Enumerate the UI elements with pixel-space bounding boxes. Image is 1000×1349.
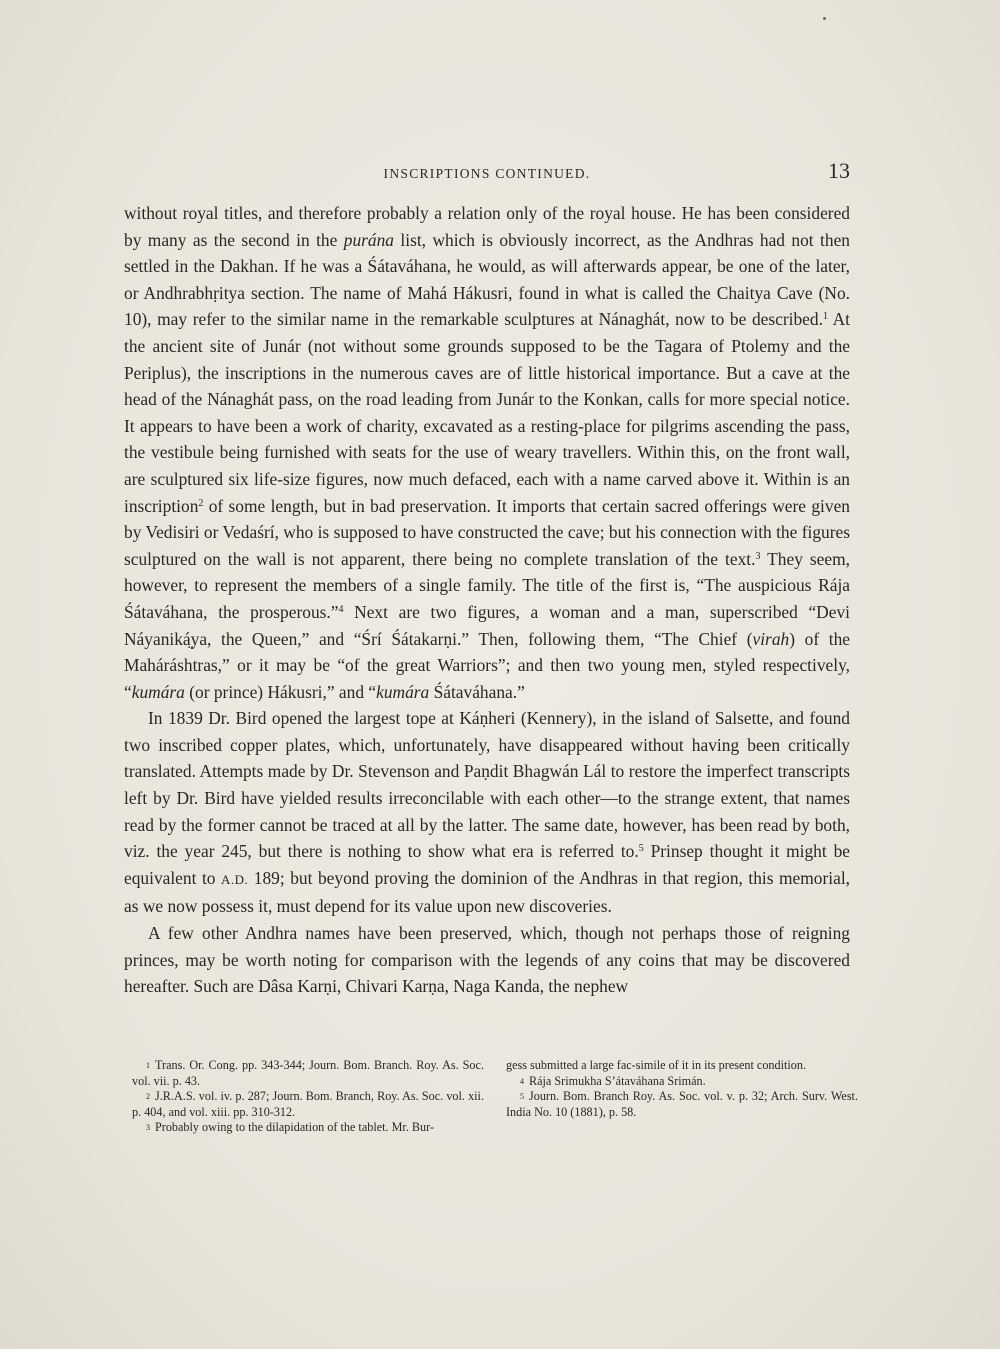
footnote-reference: 1	[822, 311, 828, 323]
body-text	[124, 200, 850, 1000]
footnote-number: 5	[520, 1092, 524, 1102]
footnotes-left-column	[132, 1058, 484, 1136]
paragraph	[124, 705, 850, 920]
footnote-number: 3	[146, 1123, 150, 1133]
text-run: Prinsep thought it might be equivalent to	[124, 841, 850, 888]
footnote-text: J.R.A.S. vol. iv. p. 287; Journ. Bom. Branch, Roy. As. Soc. vol. xii. p. 404, and vol. xiii. pp. 310-312.	[132, 1089, 484, 1119]
paragraph	[124, 200, 850, 705]
text-run: In 1839 Dr. Bird opened the largest tope at Káṇheri (Kennery), in the island of Salsette, and found two inscribed copper plates, which, unfortunately, have disappeared without having been critically translated. Attempts made by Dr. Stevenson and Paṇdit Bhagwán Lál to restore the imperfect transcripts left by Dr. Bird have yielded results irreconcilable with each other—to the strange extent, that names read by the former cannot be traced at all by the latter. The same date, however, has been read by both, viz. the year 245, but there is nothing to show what era is referred to.	[124, 708, 850, 862]
footnotes	[132, 1058, 858, 1136]
italic-term: kumára	[131, 681, 185, 702]
running-title: INSCRIPTIONS CONTINUED.	[383, 166, 591, 181]
text-run: They seem, however, to represent the members of a single family. The title of the first is, “The auspicious Rája Śátaváhana, the prosperous.”	[124, 548, 850, 622]
footnote-reference: 4	[338, 603, 344, 615]
footnotes-right-column	[506, 1058, 858, 1136]
footnote	[506, 1074, 858, 1090]
paper-speck	[823, 17, 826, 20]
text-run: 189; but beyond proving the dominion of the Andhras in that region, this memorial, as we now possess it, must depend for its value upon new discoveries.	[124, 867, 851, 917]
italic-term: virah	[752, 628, 790, 649]
italic-term: kumára	[376, 681, 430, 702]
text-run: (or prince) Hákusri,” and “	[184, 681, 377, 702]
footnote-number: 2	[146, 1092, 150, 1102]
text-run: ) of the Maháráshtras,” or it may be “of the great Warriors”; and then two young men, styled respectively, “	[124, 628, 850, 702]
footnote-text: Trans. Or. Cong. pp. 343-344; Journ. Bom. Branch. Roy. As. Soc. vol. vii. p. 43.	[132, 1058, 484, 1088]
footnote-text: gess submitted a large fac-simile of it in its present condition.	[506, 1058, 806, 1072]
footnote-reference: 5	[638, 843, 644, 855]
footnote-number: 4	[520, 1076, 524, 1086]
text-run: Śátaváhana.”	[429, 681, 525, 702]
footnote-number: 1	[146, 1061, 150, 1070]
footnote	[506, 1058, 858, 1074]
footnote-text: Probably owing to the dilapidation of the tablet. Mr. Bur-	[155, 1120, 435, 1135]
footnote-text: Journ. Bom. Branch Roy. As. Soc. vol. v. p. 32; Arch. Surv. West. India No. 10 (1881), p. 58.	[506, 1089, 858, 1119]
text-run: Next are two figures, a woman and a man, superscribed “Devi Náyaniká̤ya, the Queen,” and “Śrí Śátakarṇi.” Then, following them, “The Chief (	[124, 601, 850, 649]
footnote-reference: 3	[755, 550, 761, 562]
footnote	[132, 1058, 484, 1089]
footnote	[132, 1120, 484, 1136]
footnote-text: Rája Srimukha S’átaváhana Srimán.	[529, 1073, 706, 1088]
footnote	[506, 1089, 858, 1120]
text-run: At the ancient site of Junár (not without some grounds supposed to be the Tagara of Ptolemy and the Periplus), the inscriptions in the numerous caves are of little historical importance. But a cave at the head of the Nánaghát pass, on the road leading from Junár to the Konkan, calls for more special notice. It appears to have been a work of charity, excavated as a resting-place for pilgrims ascending the pass, the vestibule being furnished with seats for the use of weary travellers. Within this, on the front wall, are sculptured six life-size figures, now much defaced, each with a name carved above it. Within is an inscription	[124, 309, 850, 516]
small-caps-text: A.D.	[221, 871, 249, 887]
text-run: of some length, but in bad preservation. It imports that certain sacred offerings were given by Vedisiri or Vedaśrí, who is supposed to have constructed the cave; but his connection with the figures sculptured on the wall is not apparent, there being no complete translation of the text.	[124, 495, 850, 569]
footnote	[132, 1089, 484, 1120]
text-run: list, which is obviously incorrect, as the Andhras had not then settled in the Dakhan. If he was a Śátaváhana, he would, as will afterwards appear, be one of the later, or Andhrabhṛitya section. The name of Mahá Hákusri, found in what is called the Chaitya Cave (No. 10), may refer to the similar name in the remarkable sculptures at Nánaghát, now to be described.	[124, 229, 850, 330]
page-header	[124, 158, 850, 188]
footnote-reference: 2	[198, 497, 204, 509]
italic-term: purána	[343, 229, 394, 250]
text-run: without royal titles, and therefore probably a relation only of the royal house. He has been considered by many as the second in the	[124, 203, 850, 250]
page-number: 13	[828, 158, 850, 183]
paragraph	[124, 920, 850, 1000]
text-run: A few other Andhra names have been preserved, which, though not perhaps those of reigning princes, may be worth noting for comparison with the legends of any coins that may be discovered hereafter. Such are Dâsa Karṇi, Chivari Karṇa, Naga Kanda, the nephew	[124, 923, 850, 997]
